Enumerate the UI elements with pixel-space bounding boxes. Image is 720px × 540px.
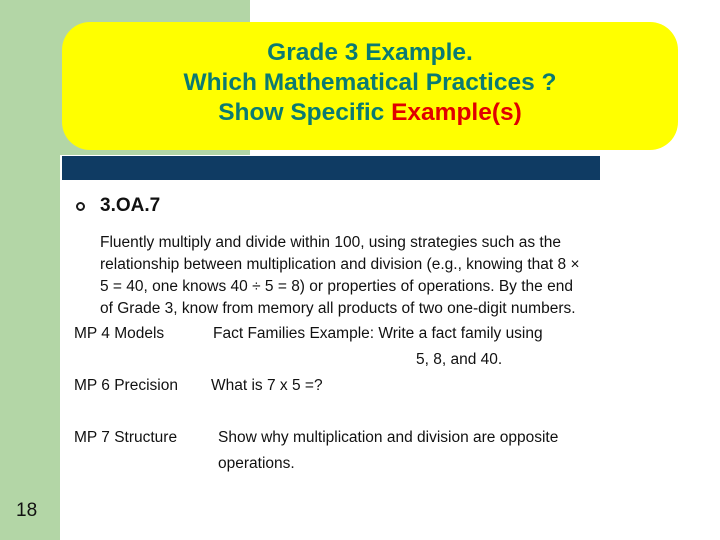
page-number: 18 [16, 500, 38, 521]
mp7-text-2: operations. [218, 455, 295, 472]
mp7-text: Show why multiplication and division are opposite [218, 429, 559, 446]
slide-title [62, 38, 678, 128]
title-line-3-text: Show Specific [218, 99, 392, 126]
title-line-3 [62, 98, 678, 128]
mp4-text: Fact Families Example: Write a fact family using [213, 325, 543, 342]
mp4-label: MP 4 Models [74, 325, 165, 342]
mp6-text: What is 7 x 5 =? [211, 377, 323, 394]
navy-divider-bar [62, 156, 600, 180]
standard-line-4: of Grade 3, know from memory all products of two one-digit numbers. [100, 300, 576, 317]
mp7-label: MP 7 Structure [74, 429, 178, 446]
left-green-bar [0, 0, 60, 540]
title-line-2: Which Mathematical Practices ? [183, 69, 557, 96]
title-highlight: Example(s) [391, 99, 522, 126]
standard-line-3: 5 = 40, one knows 40 ÷ 5 = 8) or properties of operations. By the end [100, 278, 573, 295]
standard-line-2: relationship between multiplication and division (e.g., knowing that 8 × [100, 256, 580, 273]
mp6-label: MP 6 Precision [74, 377, 178, 394]
mp4-text-2: 5, 8, and 40. [416, 351, 503, 368]
title-line-1: Grade 3 Example. [267, 39, 473, 66]
standard-text [100, 232, 660, 320]
standard-heading: 3.OA.7 [100, 195, 161, 216]
bullet-icon [76, 202, 85, 211]
standard-line-1: Fluently multiply and divide within 100, using strategies such as the [100, 234, 561, 251]
